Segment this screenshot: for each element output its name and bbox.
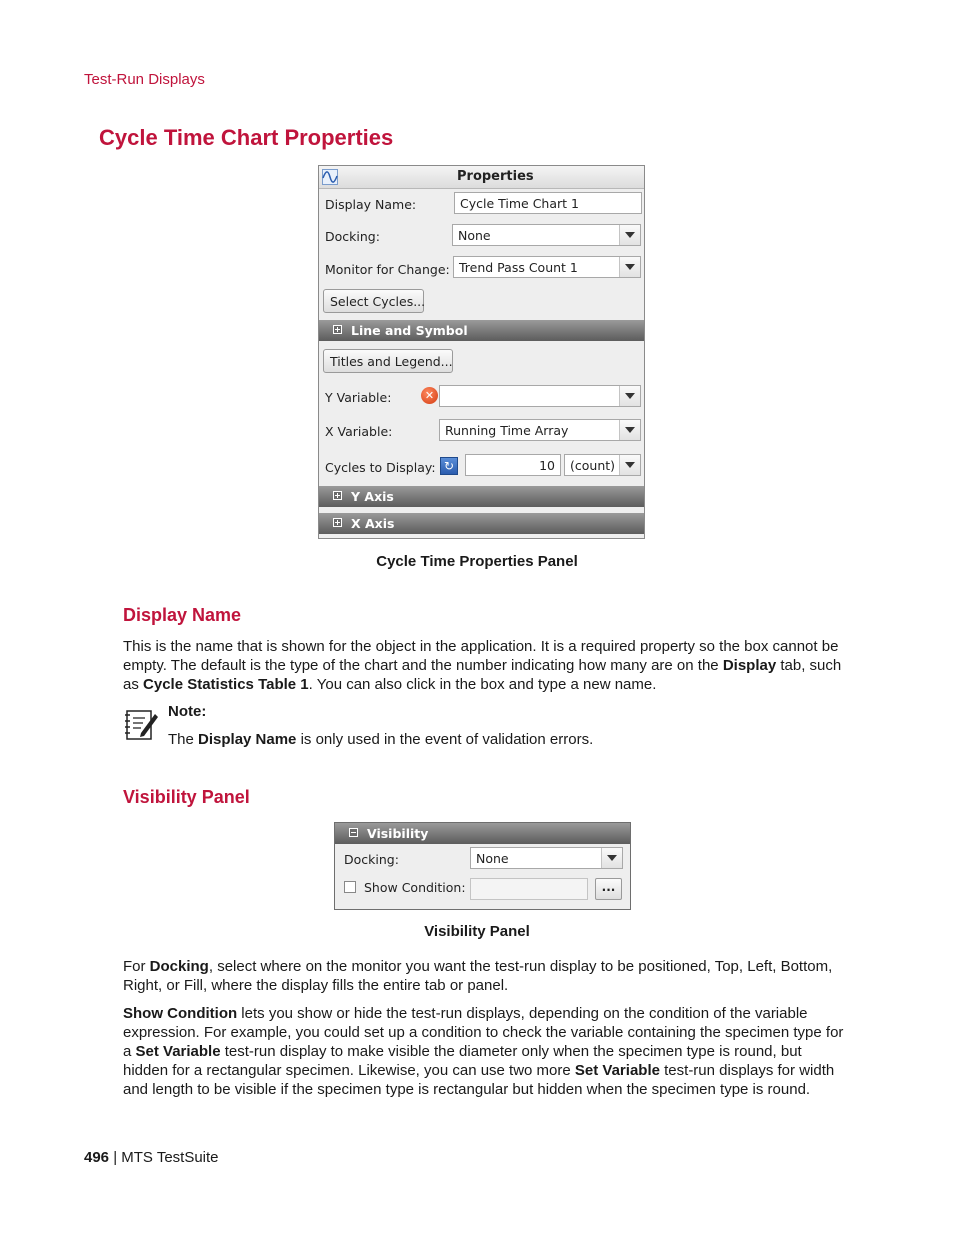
monitor-for-change-dropdown[interactable] — [453, 256, 641, 278]
display-name-input[interactable]: Cycle Time Chart 1 — [454, 192, 642, 214]
line-and-symbol-label: Line and Symbol — [351, 323, 468, 338]
properties-panel-title: Properties — [457, 169, 534, 184]
text: lets you show or hide the test-run displays, depending on the condition of the variable expression. For example, you could set up a condition to check the variable containing the specimen type for a — [123, 1005, 844, 1060]
show-condition-checkbox[interactable] — [344, 881, 356, 893]
visibility-docking-label: Docking: — [344, 852, 399, 867]
y-variable-label: Y Variable: — [325, 390, 392, 405]
text: . You can also click in the box and type a new name. — [308, 676, 657, 693]
line-and-symbol-section[interactable] — [319, 320, 644, 341]
properties-panel-header — [319, 166, 644, 189]
x-axis-section[interactable] — [319, 513, 644, 534]
bold-text: Docking — [149, 958, 209, 975]
bold-text: Set Variable — [574, 1062, 660, 1079]
display-name-heading: Display Name — [123, 605, 242, 625]
visibility-panel — [334, 822, 631, 910]
display-name-paragraph — [123, 637, 848, 694]
display-name-label: Display Name: — [325, 197, 417, 212]
properties-panel — [318, 165, 645, 539]
running-head: Test-Run Displays — [84, 71, 205, 88]
text: The — [168, 731, 199, 748]
properties-panel-caption: Cycle Time Properties Panel — [376, 553, 578, 570]
text: test-run display to make visible the diameter only when the specimen type is round, but hidden for a rectangular specimen. Likewise, you can use two more — [123, 1043, 802, 1079]
x-variable-label: X Variable: — [325, 424, 393, 439]
error-icon: ✕ — [421, 387, 438, 404]
select-cycles-button[interactable]: Select Cycles... — [323, 289, 424, 313]
chevron-down-icon[interactable] — [601, 848, 622, 868]
x-axis-label: X Axis — [351, 516, 395, 531]
x-variable-dropdown[interactable] — [439, 419, 641, 441]
show-condition-label: Show Condition: — [364, 880, 466, 895]
chevron-down-icon[interactable] — [619, 386, 640, 406]
bold-text: Set Variable — [135, 1043, 221, 1060]
docking-value: None — [458, 228, 491, 243]
visibility-docking-dropdown[interactable] — [470, 847, 623, 869]
show-condition-paragraph — [123, 1004, 848, 1099]
visibility-heading: Visibility Panel — [123, 787, 250, 807]
visibility-section-bar[interactable] — [335, 823, 630, 844]
text: is only used in the event of validation errors. — [296, 731, 594, 748]
text: test-run displays for width and length to be visible if the specimen type is rectangular but hidden when the specimen type is round. — [123, 1062, 835, 1098]
page-title: Cycle Time Chart Properties — [99, 125, 394, 150]
chevron-down-icon[interactable] — [619, 420, 640, 440]
expand-icon[interactable] — [333, 325, 342, 334]
y-axis-section[interactable] — [319, 486, 644, 507]
cycles-to-display-label: Cycles to Display: — [325, 460, 436, 475]
footer-product: MTS TestSuite — [121, 1149, 219, 1166]
chevron-down-icon[interactable] — [619, 225, 640, 245]
expand-icon[interactable] — [333, 518, 342, 527]
docking-dropdown[interactable] — [452, 224, 641, 246]
text: This is the name that is shown for the object in the application. It is a required property so the box cannot be empty. The default is the type of the chart and the number indicating how many are on the — [123, 638, 839, 674]
x-variable-value: Running Time Array — [445, 423, 569, 438]
variable-link-icon[interactable]: ↻ — [440, 457, 458, 475]
show-condition-input[interactable] — [470, 878, 588, 900]
footer-separator: | — [109, 1149, 122, 1166]
monitor-for-change-value: Trend Pass Count 1 — [459, 260, 578, 275]
titles-and-legend-button[interactable]: Titles and Legend... — [323, 349, 453, 373]
expand-icon[interactable] — [333, 491, 342, 500]
monitor-for-change-label: Monitor for Change: — [325, 262, 450, 277]
cycles-unit-dropdown[interactable] — [564, 454, 641, 476]
text: tab, such as — [123, 657, 842, 693]
visibility-docking-value: None — [476, 851, 509, 866]
note-text — [168, 731, 593, 748]
chevron-down-icon[interactable] — [619, 257, 640, 277]
bold-text: Show Condition — [123, 1005, 238, 1022]
bold-text: Cycle Statistics Table 1 — [143, 676, 309, 693]
cycles-unit-value: (count) — [570, 458, 616, 473]
y-variable-dropdown[interactable] — [439, 385, 641, 407]
chart-wave-icon — [322, 169, 338, 185]
page-footer — [84, 1149, 219, 1166]
page-number: 496 — [84, 1149, 110, 1166]
bold-text: Display — [722, 657, 777, 674]
collapse-icon[interactable] — [349, 828, 358, 837]
note-pencil-icon — [124, 706, 160, 742]
show-condition-ellipsis-button[interactable]: ... — [595, 878, 622, 900]
bold-text: Display Name — [198, 731, 297, 748]
cycles-to-display-input[interactable]: 10 — [465, 454, 561, 476]
note-label: Note: — [168, 703, 207, 720]
chevron-down-icon[interactable] — [619, 455, 640, 475]
text: , select where on the monitor you want the test-run display to be positioned, Top, Left, Bottom, Right, or Fill, where the display fills the entire tab or panel. — [123, 958, 833, 994]
visibility-panel-title: Visibility — [367, 826, 429, 841]
docking-label: Docking: — [325, 229, 380, 244]
visibility-panel-caption: Visibility Panel — [424, 923, 530, 940]
text: For — [123, 958, 150, 975]
docking-paragraph — [123, 957, 848, 995]
y-axis-label: Y Axis — [351, 489, 394, 504]
